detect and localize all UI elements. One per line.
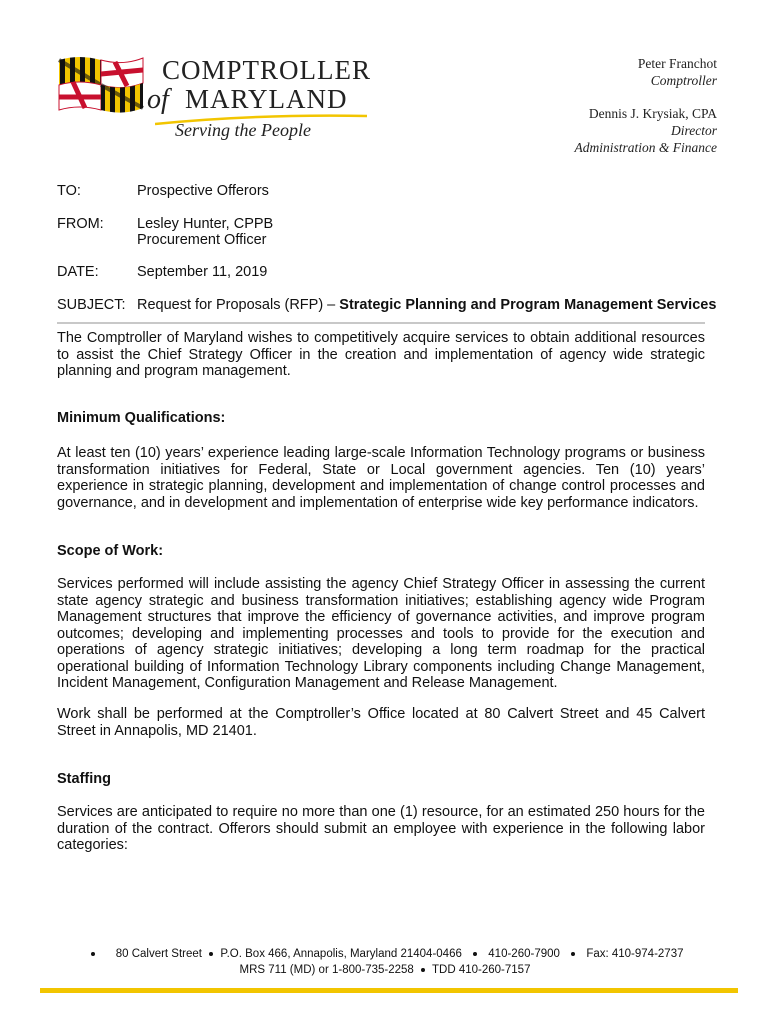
footer-fax: Fax: 410-974-2737 <box>586 948 684 960</box>
maryland-flag-icon <box>55 54 147 116</box>
comptroller-logo <box>55 52 375 152</box>
scope-heading: Scope of Work: <box>57 543 164 559</box>
location-paragraph: Work shall be performed at the Comptroller’s Office located at 80 Calvert Street and 45 Calvert Street in Annapolis, MD 21401. <box>57 706 705 739</box>
from-label: FROM: <box>57 216 104 232</box>
logo-tagline: Serving the People <box>175 120 311 140</box>
subject-label: SUBJECT: <box>57 297 126 313</box>
bullet-icon <box>91 952 95 956</box>
min-qual-heading: Minimum Qualifications: <box>57 410 226 426</box>
director-title: Director <box>671 123 717 138</box>
bullet-icon <box>209 952 213 956</box>
footer-tdd: TDD 410-260-7157 <box>432 964 531 976</box>
footer-po-box: P.O. Box 466, Annapolis, Maryland 21404-0466 <box>220 948 462 960</box>
footer-contact <box>0 946 770 978</box>
footer-address: 80 Calvert Street <box>115 948 202 960</box>
logo-title: COMPTROLLER <box>162 55 372 85</box>
bullet-icon <box>473 952 477 956</box>
comptroller-name: Peter Franchot <box>637 56 717 71</box>
to-value: Prospective Offerors <box>137 183 269 199</box>
subject-title: Strategic Planning and Program Management Services <box>339 297 717 313</box>
officials-block <box>575 55 718 156</box>
from-title: Procurement Officer <box>137 232 267 248</box>
comptroller-title: Comptroller <box>650 73 717 88</box>
logo-of: of <box>147 84 169 115</box>
staffing-heading: Staffing <box>57 771 111 787</box>
footer-phone: 410-260-7900 <box>488 948 560 960</box>
director-name: Dennis J. Krysiak, CPA <box>588 106 717 121</box>
date-value: September 11, 2019 <box>137 264 268 280</box>
footer-relay: MRS 711 (MD) or 1-800-735-2258 <box>239 964 414 976</box>
footer-line-2 <box>0 962 770 978</box>
bullet-icon <box>421 968 425 972</box>
subject-value <box>137 297 716 314</box>
staffing-paragraph: Services are anticipated to require no more than one (1) resource, for an estimated 250 hours for the duration of the contract. Offerors should submit an employee with experience in the following labor categories: <box>57 804 705 853</box>
intro-paragraph: The Comptroller of Maryland wishes to competitively acquire services to obtain additional resources to assist the Chief Strategy Officer in the creation and implementation of agency wide strategic planning and program management. <box>57 330 705 379</box>
bullet-icon <box>571 952 575 956</box>
from-name: Lesley Hunter, CPPB <box>137 216 274 232</box>
footer-gold-bar <box>40 988 738 993</box>
to-label: TO: <box>57 183 81 199</box>
footer-line-1 <box>0 946 770 962</box>
director-department: Administration & Finance <box>574 140 717 155</box>
subject-prefix: Request for Proposals (RFP) – <box>137 297 336 313</box>
header-divider <box>57 322 705 324</box>
logo-state: MARYLAND <box>185 84 348 114</box>
scope-paragraph: Services performed will include assisting the agency Chief Strategy Officer in assessing the current state agency strategic and business transformation initiatives; establishing agency wide Program Management structures that improve the efficiency of governance activities, and improve program outcomes; developing and implementing processes and tools to provide for the execution and operations of agency strategic initiatives; developing a long term roadmap for the practical operational building of Information Technology Library components including Change Management, Incident Management, Configuration Management and Release Management. <box>57 576 705 691</box>
date-label: DATE: <box>57 264 99 280</box>
min-qual-paragraph: At least ten (10) years’ experience leading large-scale Information Technology programs or business transformation initiatives for Federal, State or Local government agencies. Ten (10) years’ experience in strategic planning, development and implementation of change control processes and governance, and in development and implementation of enterprise wide key performance indicators. <box>57 445 705 511</box>
